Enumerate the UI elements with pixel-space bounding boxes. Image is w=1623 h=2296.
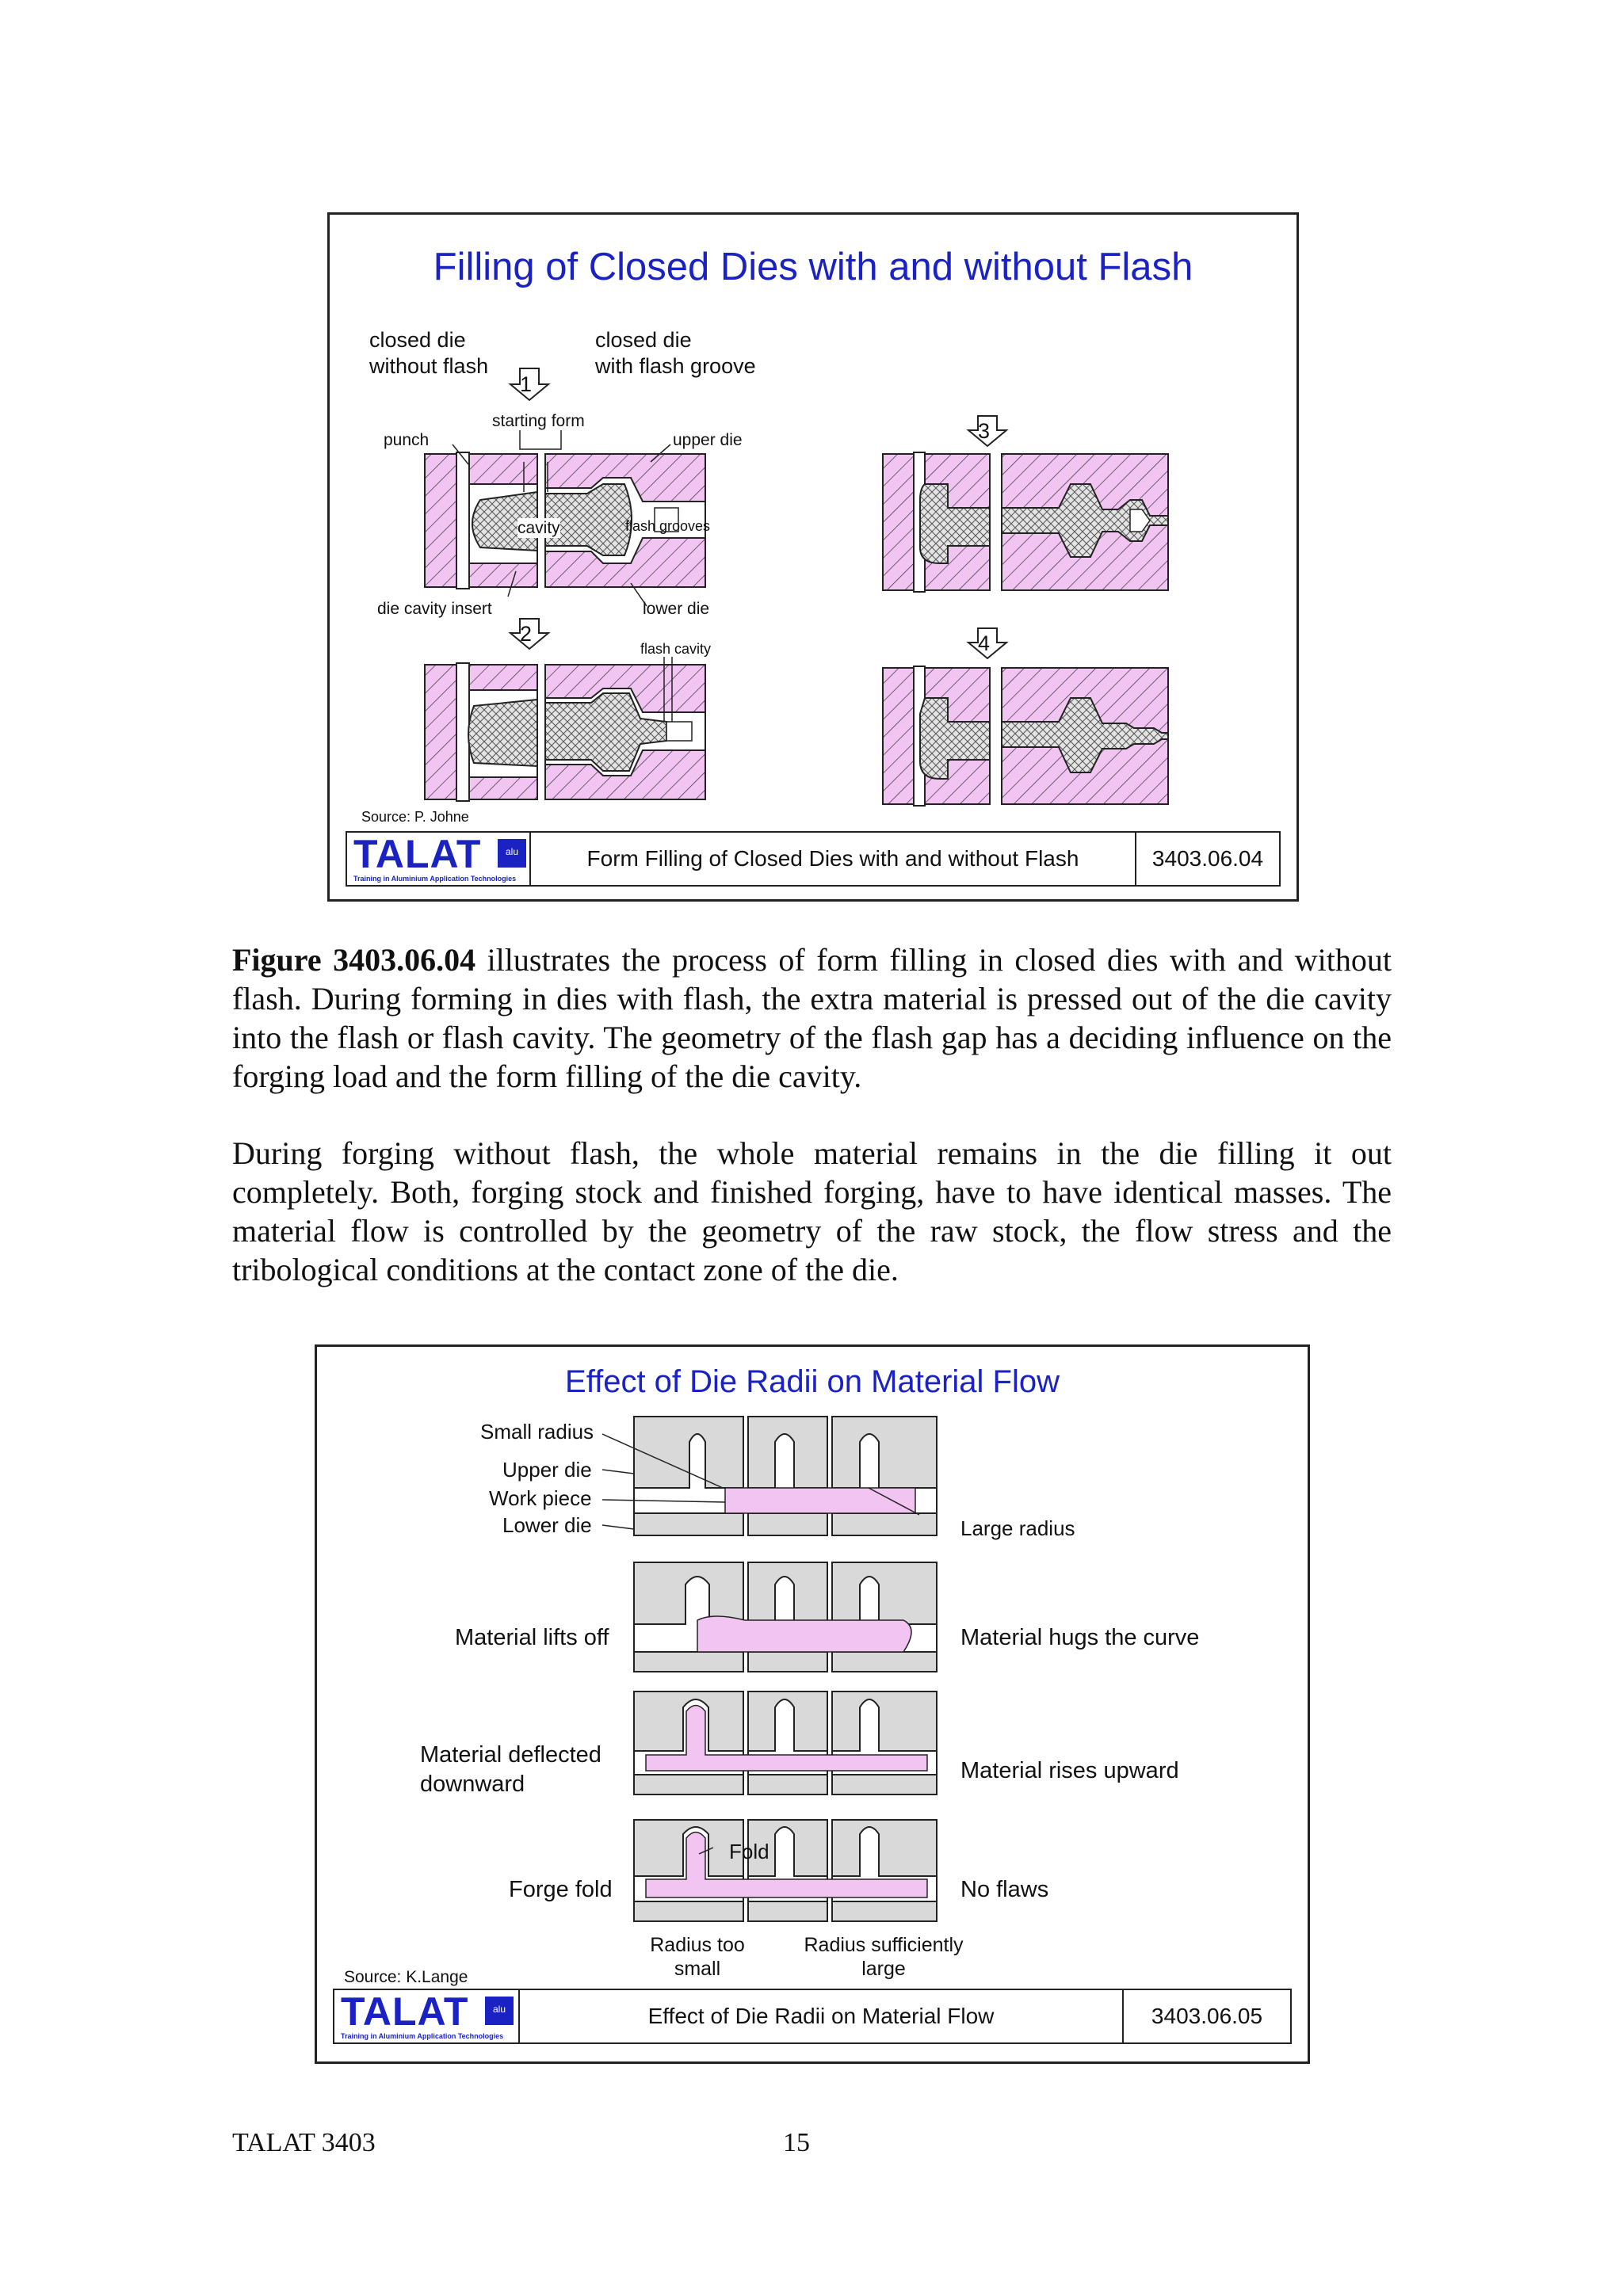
body-paragraph-2: During forging without flash, the whole material remains in the die filling it out completely. Both, forging stock and finished forging, have to have identical masses. The material flow is controlled by the geometry of the raw stock, the flow stress and the tribological conditions at the contact zone of the die. (232, 1135, 1392, 1287)
label-large-radius: Large radius (960, 1516, 1075, 1540)
row3-panels (634, 1691, 937, 1794)
eu-flag-icon: alu (498, 839, 526, 868)
label-material-hugs: Material hugs the curve (960, 1625, 1200, 1650)
label-deflected-line2: downward (420, 1772, 525, 1797)
talat-logo: TALAT alu Training in Aluminium Application Technologies (334, 1990, 520, 2042)
col2-heading-line1: closed die (595, 328, 692, 352)
col1-heading-line2: without flash (369, 354, 489, 378)
body-paragraph-1: Figure 3403.06.04 illustrates the process of form filling in closed dies with and without flash. During forming in dies with flash, the extra material is pressed out of the die cavity into the flash or flash cavity. The geometry of the flash gap has a deciding influence on the forging load and the form filling of the die cavity. (232, 942, 1392, 1094)
row4-panels (634, 1820, 937, 1921)
figure1-title: Filling of Closed Dies with and without Flash (433, 246, 1193, 288)
label-radius-too-line2: small (674, 1958, 721, 1980)
step-number-3: 3 (978, 419, 991, 443)
figure1-source: Source: P. Johne (361, 809, 469, 825)
die-step4-left (883, 666, 990, 806)
label-deflected-line1: Material deflected (420, 1742, 601, 1768)
page-footer-document-id: TALAT 3403 (232, 2128, 376, 2157)
figure2-code: 3403.06.05 (1151, 2004, 1263, 2028)
label-die-cavity-insert: die cavity insert (377, 600, 492, 618)
label-fold: Fold (729, 1840, 769, 1863)
label-material-lifts-off: Material lifts off (455, 1625, 609, 1650)
label-radius-suff-line1: Radius sufficiently (804, 1934, 964, 1956)
label-lower-die: lower die (643, 600, 710, 618)
label-forge-fold: Forge fold (509, 1877, 613, 1902)
figure2-source: Source: K.Lange (344, 1968, 468, 1986)
talat-logo: TALAT alu Training in Aluminium Application Technologies (347, 833, 531, 885)
page-number: 15 (783, 2128, 810, 2157)
figure2-title: Effect of Die Radii on Material Flow (565, 1364, 1060, 1399)
die-step4-right (1002, 668, 1168, 804)
row1-panels (634, 1417, 937, 1535)
row2-panels (634, 1562, 937, 1672)
figure1-footer (346, 831, 1281, 887)
die-step3-left (883, 452, 990, 592)
figure-form-filling-closed-dies (327, 212, 1299, 902)
label-cavity: cavity (517, 519, 560, 537)
label-lower-die-2: Lower die (502, 1513, 592, 1537)
label-starting-form: starting form (492, 412, 585, 430)
die-step2-left (425, 663, 537, 801)
col2-heading-line2: with flash groove (595, 354, 756, 378)
label-flash-grooves: flash grooves (625, 518, 711, 534)
step-number-1: 1 (520, 372, 533, 396)
label-rises-upward: Material rises upward (960, 1758, 1179, 1783)
label-radius-suff-line2: large (861, 1958, 906, 1980)
figure1-caption: Form Filling of Closed Dies with and without Flash (531, 833, 1136, 885)
label-upper-die-2: Upper die (502, 1458, 592, 1482)
figure-die-radii-material-flow (315, 1344, 1310, 2064)
label-no-flaws: No flaws (960, 1877, 1049, 1902)
die-diagram-art (330, 215, 1301, 904)
label-work-piece: Work piece (489, 1486, 592, 1510)
step-number-4: 4 (978, 631, 991, 655)
label-punch: punch (384, 431, 430, 449)
col1-heading-line1: closed die (369, 328, 466, 352)
figure1-code: 3403.06.04 (1151, 846, 1264, 871)
eu-flag-icon: alu (485, 1997, 514, 2025)
figure2-caption: Effect of Die Radii on Material Flow (520, 1990, 1124, 2042)
die-step2-right (545, 665, 705, 799)
figure2-footer (333, 1989, 1292, 2044)
label-upper-die: upper die (673, 431, 743, 449)
label-radius-too-line1: Radius too (650, 1934, 745, 1956)
figure-reference: Figure 3403.06.04 (232, 942, 476, 978)
label-small-radius: Small radius (480, 1420, 594, 1444)
step-number-2: 2 (520, 622, 533, 646)
die-step3-right (1002, 454, 1168, 590)
label-flash-cavity: flash cavity (640, 641, 712, 657)
